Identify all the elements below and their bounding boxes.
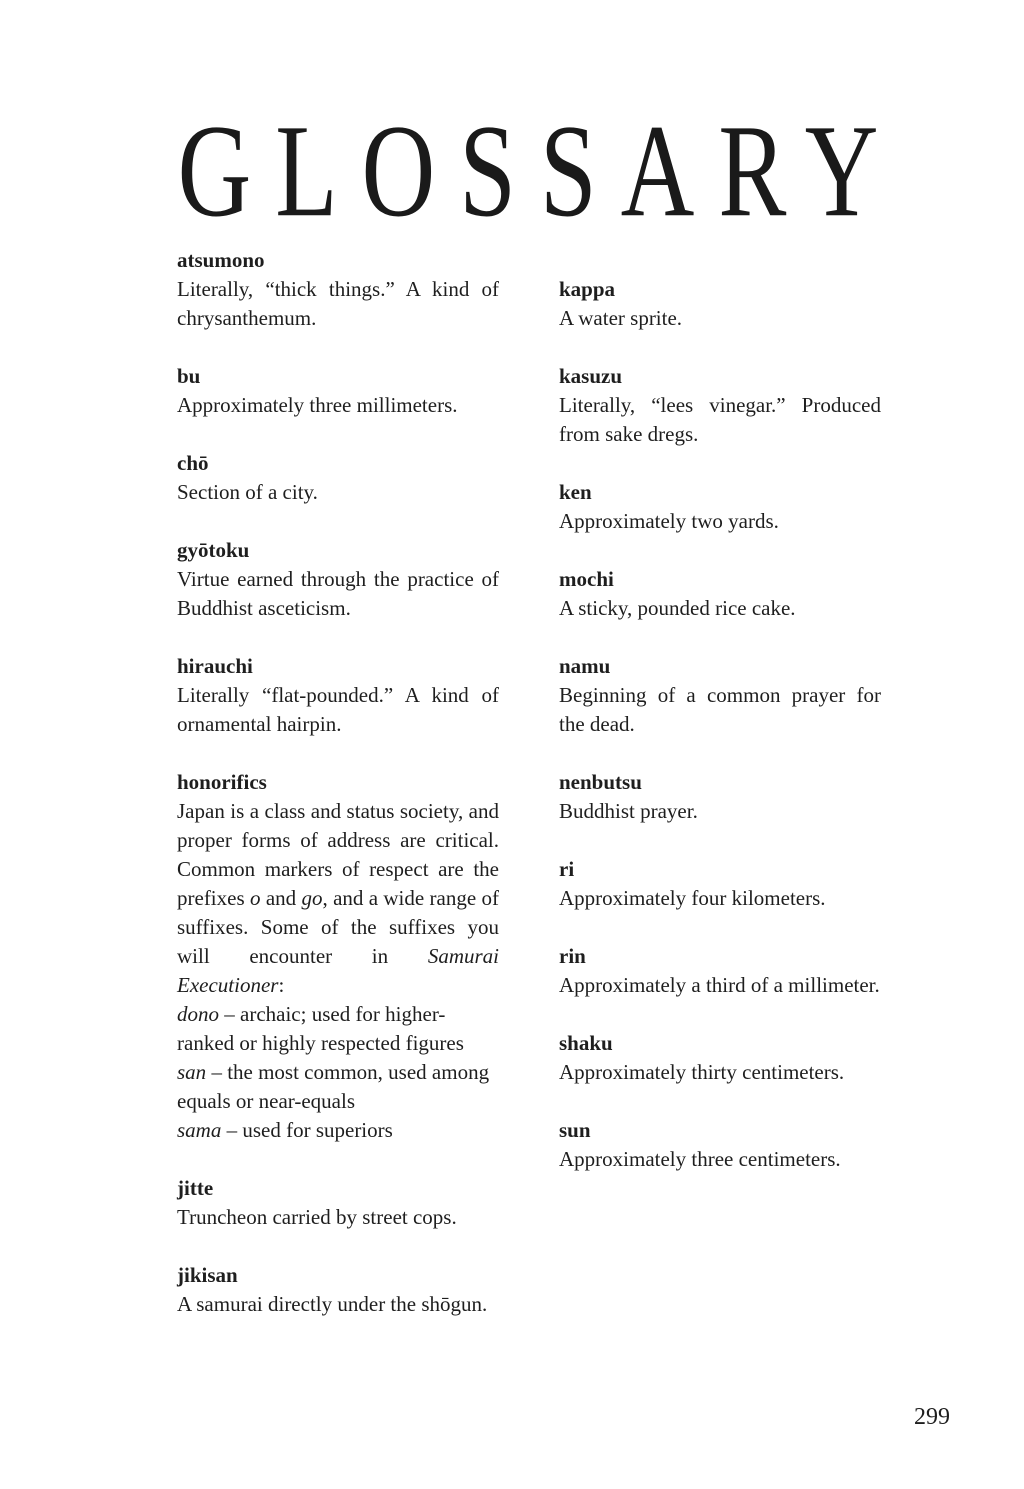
suffix-text: – the most common, used among equals or near-equals — [177, 1060, 490, 1113]
entry-definition: Literally “flat-pounded.” A kind of ornamental hairpin. — [177, 683, 499, 736]
entry-term: nenbutsu — [559, 770, 642, 794]
entry-definition: A samurai directly under the shōgun. — [177, 1292, 488, 1316]
entry-term: atsumono — [177, 248, 265, 272]
page-number: 299 — [914, 1404, 950, 1430]
entry-term: hirauchi — [177, 654, 253, 678]
italic-term: Samurai Executioner — [177, 944, 499, 997]
entry-definition: Literally, “thick things.” A kind of chrysanthemum. — [177, 277, 499, 330]
entry-term: chō — [177, 451, 209, 475]
page-title: GLOSSARY — [177, 98, 903, 246]
entry-definition: Virtue earned through the practice of Buddhist asceticism. — [177, 567, 499, 620]
glossary-entry — [559, 275, 881, 333]
entry-definition: Approximately three centimeters. — [559, 1147, 841, 1171]
entry-term: rin — [559, 944, 586, 968]
entry-definition: Japan is a class and status society, and proper forms of address are critical. Common markers of respect are the prefixes o and go, and a wide range of suffixes. Some of the suffixes you will encounter in Samurai Executioner: — [177, 799, 500, 997]
glossary-entry — [177, 1261, 499, 1319]
suffix-text: – archaic; used for higher-ranked or highly respected figures — [177, 1002, 464, 1055]
glossary-entry — [559, 942, 881, 1000]
entry-definition: Section of a city. — [177, 480, 318, 504]
entry-term: jikisan — [177, 1263, 238, 1287]
entry-definition: A water sprite. — [559, 306, 683, 330]
entry-term: ken — [559, 480, 592, 504]
glossary-entry — [559, 768, 881, 826]
suffix-word: san — [177, 1060, 207, 1084]
entry-definition: Approximately a third of a millimeter. — [559, 973, 880, 997]
entry-definition: Beginning of a common prayer for the dead. — [559, 683, 881, 736]
entry-term: shaku — [559, 1031, 613, 1055]
entry-term: kasuzu — [559, 364, 623, 388]
italic-term: go — [301, 886, 323, 910]
glossary-entry — [559, 652, 881, 739]
suffix-line — [177, 1000, 499, 1058]
suffix-word: dono — [177, 1002, 219, 1026]
glossary-entry — [559, 478, 881, 536]
entry-definition: Truncheon carried by street cops. — [177, 1205, 457, 1229]
glossary-entry — [177, 246, 499, 333]
entry-term: bu — [177, 364, 201, 388]
italic-term: o — [249, 886, 261, 910]
entry-term: mochi — [559, 567, 614, 591]
suffix-word: sama — [177, 1118, 222, 1142]
glossary-entry — [177, 652, 499, 739]
glossary-entry — [177, 536, 499, 623]
entry-term: sun — [559, 1118, 591, 1142]
glossary-entry — [559, 565, 881, 623]
entry-definition: Approximately four kilometers. — [559, 886, 826, 910]
entry-definition: Approximately thirty centimeters. — [559, 1060, 845, 1084]
entry-term: honorifics — [177, 770, 267, 794]
entry-definition: Literally, “lees vinegar.” Produced from sake dregs. — [559, 393, 881, 446]
glossary-entry — [559, 855, 881, 913]
entry-definition: A sticky, pounded rice cake. — [559, 596, 796, 620]
glossary-right-column — [559, 275, 881, 1203]
glossary-entry — [177, 1174, 499, 1232]
entry-definition: Buddhist prayer. — [559, 799, 698, 823]
entry-definition: Approximately two yards. — [559, 509, 779, 533]
entry-term: jitte — [177, 1176, 214, 1200]
suffix-line — [177, 1116, 499, 1145]
glossary-entry — [177, 449, 499, 507]
glossary-entry — [559, 1029, 881, 1087]
glossary-entry — [559, 362, 881, 449]
glossary-left-column — [177, 246, 499, 1348]
entry-term: namu — [559, 654, 611, 678]
entry-term: gyōtoku — [177, 538, 250, 562]
glossary-entry — [559, 1116, 881, 1174]
entry-definition: Approximately three millimeters. — [177, 393, 458, 417]
suffix-line — [177, 1058, 499, 1116]
suffix-text: – used for superiors — [221, 1118, 393, 1142]
glossary-entry — [177, 362, 499, 420]
glossary-entry-honorifics — [177, 768, 499, 1145]
entry-term: ri — [559, 857, 575, 881]
entry-term: kappa — [559, 277, 616, 301]
